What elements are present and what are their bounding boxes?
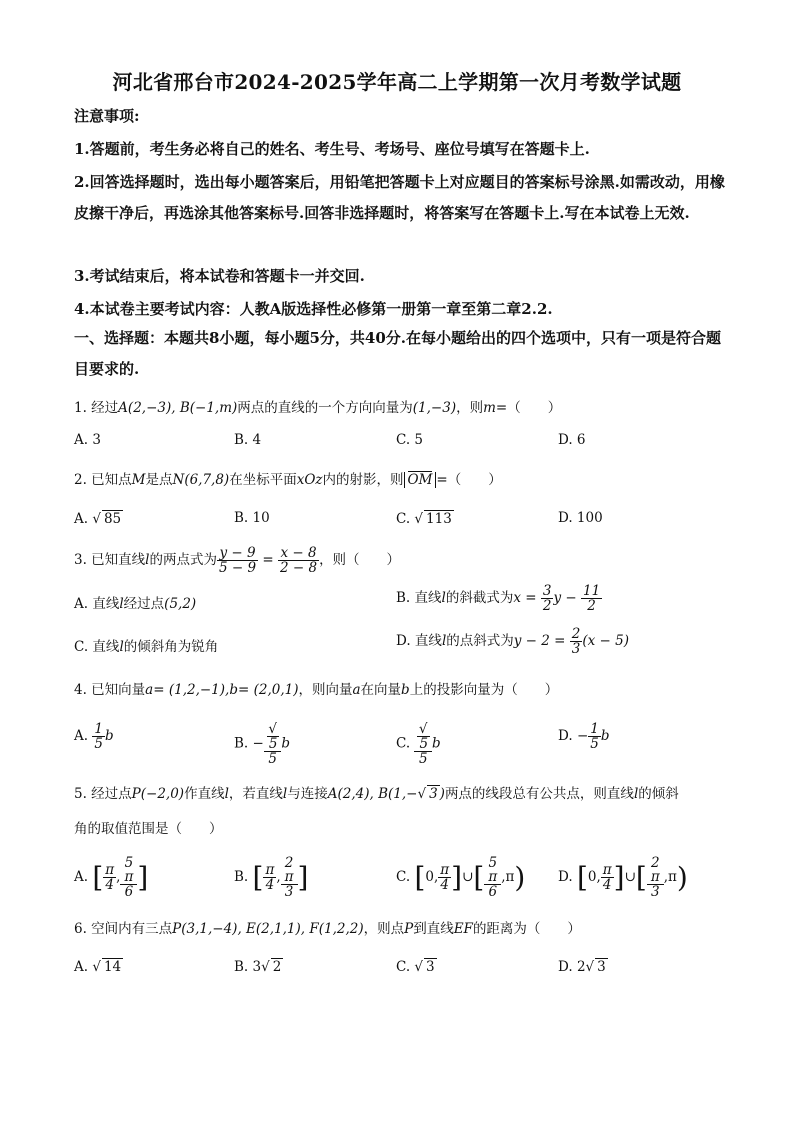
q6-d-value: 3 — [597, 959, 606, 975]
q5-paren: ) — [439, 786, 445, 802]
q5-b-label: B. — [234, 869, 249, 885]
q3-b-y: y − — [553, 590, 577, 606]
q6-option-d[interactable]: D. 2√ 3 — [558, 959, 606, 975]
q4-text: 4. 已知向量 — [74, 682, 146, 698]
question-1 — [74, 396, 734, 416]
question-3: 3. 已知直线l的两点式为 $\frac{y - 9}{5 - 9}$ = $\frac{x - 8}{2 - 8}$ ，则（ ） — [74, 545, 401, 576]
q2-option-c[interactable]: C. √ 113 — [396, 511, 452, 527]
q3-a-text: 经过点 — [123, 596, 165, 612]
q1-option-b[interactable]: B. 4 — [234, 432, 262, 448]
q5-a-frac1 — [103, 863, 116, 892]
q1-text: =（ ） — [495, 400, 562, 416]
q3-b-f1-den: 2 — [542, 598, 552, 614]
q3-d-frac — [570, 627, 583, 656]
q3-d-l: l — [441, 633, 447, 649]
q5-den: 4 — [105, 877, 115, 893]
q5-text: ，若直线 — [228, 786, 283, 802]
question-5-line2: 角的取值范围是（ ） — [74, 821, 223, 837]
q5-den: 4 — [265, 877, 275, 893]
q3-f2-den: 2 − 8 — [279, 560, 318, 576]
q5-num — [647, 856, 664, 885]
q5-den: 4 — [602, 877, 612, 893]
q6-text: ，则点 — [363, 921, 405, 937]
q6-a-label: A. — [74, 959, 89, 975]
q3-b-text: B. 直线 — [396, 590, 442, 606]
q5-coef: 2 — [284, 855, 294, 871]
q5-c-label: C. — [396, 869, 411, 885]
q6-text: 的距离为（ ） — [472, 921, 581, 937]
q2-text: 是点 — [145, 472, 173, 488]
q5-option-d[interactable]: D. [0, $\frac{\pi}{4}$ ]∪[ 2 π 3 ,π) — [558, 855, 688, 900]
q5-pi: π — [284, 869, 294, 885]
q5-den: 4 — [440, 877, 449, 893]
q3-d-tail: (x − 5) — [582, 633, 630, 649]
q3-text: 3. 已知直线 — [74, 552, 146, 568]
q4-option-d[interactable] — [558, 722, 610, 751]
q6-p: P — [404, 921, 414, 937]
q3-b-f2-den: 2 — [587, 598, 596, 614]
question-6 — [74, 917, 734, 937]
notice-4: 4.本试卷主要考试内容：人教A版选择性必修第一册第一章至第二章2.2. — [74, 300, 553, 318]
q4-d-den: 5 — [590, 736, 599, 752]
q3-d-eq: y − 2 = — [513, 633, 566, 649]
q1-option-d[interactable]: D. 6 — [558, 432, 586, 448]
q2-option-d[interactable]: D. 100 — [558, 510, 603, 526]
q5-sqrt3: 3 — [429, 786, 438, 802]
q4-d-b: b — [600, 728, 610, 744]
q4-a-num: 1 — [94, 721, 103, 737]
q6-option-b[interactable]: B. 3√ 2 — [234, 959, 282, 975]
q4-vec-a: a — [145, 682, 154, 698]
section-heading: 一、选择题：本题共8小题，每小题5分，共40分.在每小题给出的四个选项中，只有一项是符合题目要求的. — [74, 329, 721, 378]
q2-m: M — [131, 472, 146, 488]
q1-option-a[interactable]: A. 3 — [74, 432, 101, 448]
q3-option-c[interactable] — [74, 635, 218, 655]
q5-l: l — [224, 786, 229, 802]
q4-b-frac — [264, 722, 282, 766]
q4-b-num-val: 5 — [268, 736, 278, 752]
q4-vec-b: b — [229, 682, 238, 698]
q5-den: 3 — [650, 884, 660, 900]
q3-d-text: 的点斜式为 — [446, 633, 514, 649]
q5-pi: π — [650, 869, 660, 885]
q3-c-text: C. 直线 — [74, 639, 120, 655]
q5-num: π — [265, 862, 275, 878]
q6-c-value: 3 — [426, 959, 435, 975]
q5-coef: 2 — [650, 855, 660, 871]
q2-n: N(6,7,8) — [172, 472, 230, 488]
q3-option-a[interactable] — [74, 592, 196, 612]
q5-den: 6 — [124, 884, 134, 900]
q1-text: ，则 — [456, 400, 484, 416]
notice-3: 3.考试结束后，将本试卷和答题卡一并交回. — [74, 267, 365, 285]
q6-points: P(3,1,−4), E(2,1,1), F(1,2,2) — [172, 921, 364, 937]
q5-text: 与连接 — [287, 786, 328, 802]
q5-option-b[interactable]: B. [ $\frac{\pi}{4}$ , 2 π 3 ] — [234, 855, 309, 900]
q3-b-f2-num: 11 — [582, 583, 601, 599]
q6-d-coef: 2 — [576, 959, 586, 975]
q3-d-f-den: 3 — [571, 641, 581, 657]
q5-point-p: P(−2,0) — [131, 786, 185, 802]
q2-text: 2. 已知点 — [74, 472, 132, 488]
q5-d-frac1 — [601, 863, 614, 892]
q3-text: 的两点式为 — [149, 552, 217, 568]
q5-b-frac1 — [263, 863, 276, 892]
q4-c-b: b — [432, 735, 441, 752]
q3-frac-1 — [217, 546, 258, 575]
q5-den: 3 — [284, 884, 294, 900]
q3-l: l — [145, 552, 150, 568]
q6-option-a[interactable]: A. √ 14 — [74, 959, 122, 975]
q1-text: 两点的直线的一个方向向量为 — [237, 400, 413, 416]
q5-d-frac2 — [647, 856, 664, 899]
q2-plane: xOz — [296, 472, 323, 488]
q4-vec-b-value: = (2,0,1) — [237, 682, 299, 698]
q3-c-text: 的倾斜角为锐角 — [123, 639, 219, 655]
question-2 — [74, 468, 734, 488]
q6-b-coef: 3 — [252, 959, 262, 975]
q5-num: π — [440, 862, 450, 878]
q3-a-text: A. 直线 — [74, 596, 120, 612]
q4-d-frac — [588, 722, 601, 751]
q5-c-frac1 — [438, 863, 451, 892]
q4-a-label: A. — [74, 728, 89, 744]
q4-a-b: b — [104, 728, 114, 744]
q5-option-c[interactable]: C. [0, $\frac{\pi}{4}$ ]∪[ 5 π 6 ,π) — [396, 855, 526, 900]
q4-c-num-val: 5 — [419, 736, 429, 752]
q2-text: 在坐标平面 — [229, 472, 297, 488]
q3-option-d[interactable] — [396, 627, 629, 656]
q3-b-f1-num: 3 — [542, 583, 552, 599]
q1-vector: (1,−3) — [412, 400, 457, 416]
exam-title: 河北省邢台市2024-2025学年高二上学期第一次月考数学试题 — [112, 70, 682, 94]
q4-c-label: C. — [396, 735, 411, 752]
q3-c-l: l — [119, 639, 124, 655]
q5-num — [484, 856, 501, 885]
q4-vec-b: b — [401, 682, 410, 698]
q2-om: OM — [407, 472, 433, 488]
q2-a-label: A. — [74, 511, 89, 527]
q4-b-sign: − — [252, 735, 264, 752]
q4-text: 上的投影向量为（ ） — [409, 682, 559, 698]
notice-heading: 注意事项: — [74, 107, 140, 125]
q1-var: m — [483, 400, 496, 416]
q5-zero: 0 — [587, 869, 597, 885]
q4-c-frac — [414, 722, 432, 766]
q4-vec-a: a — [352, 682, 361, 698]
q5-den: 6 — [488, 884, 498, 900]
q5-text: 作直线 — [184, 786, 225, 802]
question-5: 5. 经过点P(−2,0)作直线l，若直线l与连接A(2,4), B(1,−√ 3 )两点的线段总有公共点，则直线l的倾斜 — [74, 786, 679, 802]
q4-option-b[interactable] — [234, 722, 290, 766]
q4-b-den: 5 — [268, 751, 277, 767]
q5-text: 的倾斜 — [638, 786, 679, 802]
q6-ef: EF — [453, 921, 473, 937]
q2-option-b[interactable]: B. 10 — [234, 510, 270, 526]
q3-frac-2 — [278, 546, 319, 575]
q5-pi: π — [505, 869, 515, 885]
q4-c-num: √ 5 — [414, 722, 432, 752]
q3-b-frac-2 — [581, 584, 602, 613]
q3-b-text: 的斜截式为 — [445, 590, 514, 606]
q3-text: ，则（ ） — [319, 552, 401, 568]
q6-c-label: C. — [396, 959, 411, 975]
q1-points: A(2,−3), B(−1,m) — [118, 400, 238, 416]
q3-b-eq: x = — [513, 590, 537, 606]
q4-text: 在向量 — [360, 682, 402, 698]
q2-text: =（ ） — [436, 472, 502, 488]
q3-f2-num: x − 8 — [278, 546, 319, 561]
q3-d-f-num: 2 — [571, 626, 581, 642]
q2-om-abs — [404, 472, 437, 488]
q1-option-c[interactable]: C. 5 — [396, 432, 424, 448]
q5-num: π — [105, 862, 115, 878]
q5-text: 5. 经过点 — [74, 786, 132, 802]
q5-num — [120, 856, 137, 885]
q4-option-a[interactable] — [74, 722, 114, 751]
q4-b-label: B. — [234, 735, 249, 752]
q3-b-frac-1 — [541, 584, 554, 613]
q5-num: π — [602, 862, 612, 878]
q3-f1-num: y − 9 — [217, 546, 258, 561]
q5-points: A(2,4), B(1,− — [327, 786, 418, 802]
q3-a-point: (5,2) — [164, 596, 197, 612]
q4-d-num: 1 — [590, 721, 599, 737]
q6-text: 到直线 — [413, 921, 454, 937]
q5-d-label: D. — [558, 869, 573, 885]
q5-coef: 5 — [124, 855, 134, 871]
q2-option-a[interactable]: A. √ 85 — [74, 511, 122, 527]
q2-c-label: C. — [396, 511, 411, 527]
q4-d-sign: − — [576, 728, 589, 744]
notice-2: 2.回答选择题时，选出每小题答案后，用铅笔把答题卡上对应题目的答案标号涂黑.如需改动，用橡皮擦干净后，再选涂其他答案标号.回答非选择题时，将答案写在答题卡上.写在本试卷上无效. — [74, 173, 725, 222]
q5-coef: 5 — [488, 855, 498, 871]
q4-b-num: √ 5 — [264, 722, 282, 752]
q4-vec-a-value: = (1,2,−1), — [153, 682, 230, 698]
q6-b-value: 2 — [272, 959, 282, 975]
q4-d-label: D. — [558, 728, 573, 744]
q3-f1-den: 5 − 9 — [219, 560, 257, 576]
q5-b-frac2 — [281, 856, 298, 899]
q4-text: ，则向量 — [298, 682, 353, 698]
q5-l: l — [282, 786, 288, 802]
q3-b-l: l — [441, 590, 446, 606]
q3-a-l: l — [119, 596, 124, 612]
q4-b-b: b — [281, 735, 291, 752]
q5-num — [281, 856, 298, 885]
q5-pi: π — [124, 869, 134, 885]
q5-pi: π — [488, 869, 498, 885]
q4-c-den: 5 — [418, 751, 428, 767]
q2-a-value: 85 — [103, 511, 122, 527]
q6-d-label: D. — [558, 959, 573, 975]
q4-option-c[interactable] — [396, 722, 441, 766]
q3-option-b[interactable] — [396, 584, 602, 613]
q6-b-label: B. — [234, 959, 249, 975]
q2-text: 内的射影，则 — [322, 472, 404, 488]
q5-text: 两点的线段总有公共点，则直线 — [444, 786, 634, 802]
q5-a-frac2 — [120, 856, 137, 899]
q4-a-frac — [92, 722, 105, 751]
q2-c-value: 113 — [426, 511, 452, 527]
question-4 — [74, 678, 734, 698]
q6-a-value: 14 — [103, 959, 122, 975]
q5-l: l — [633, 786, 639, 802]
q5-c-frac2 — [484, 856, 501, 899]
q6-option-c[interactable]: C. √ 3 — [396, 959, 435, 975]
q3-d-text: D. 直线 — [396, 633, 442, 649]
q6-text: 6. 空间内有三点 — [74, 921, 173, 937]
q1-text: 1. 经过 — [74, 400, 119, 416]
q5-zero: 0 — [425, 869, 434, 885]
q5-pi: π — [668, 869, 677, 885]
q4-a-den: 5 — [94, 736, 103, 752]
notice-1: 1.答题前，考生务必将自己的姓名、考生号、考场号、座位号填写在答题卡上. — [74, 140, 590, 158]
q5-a-label: A. — [74, 869, 89, 885]
q5-option-a[interactable]: A. [ $\frac{\pi}{4}$ , 5 π 6 ] — [74, 855, 149, 900]
